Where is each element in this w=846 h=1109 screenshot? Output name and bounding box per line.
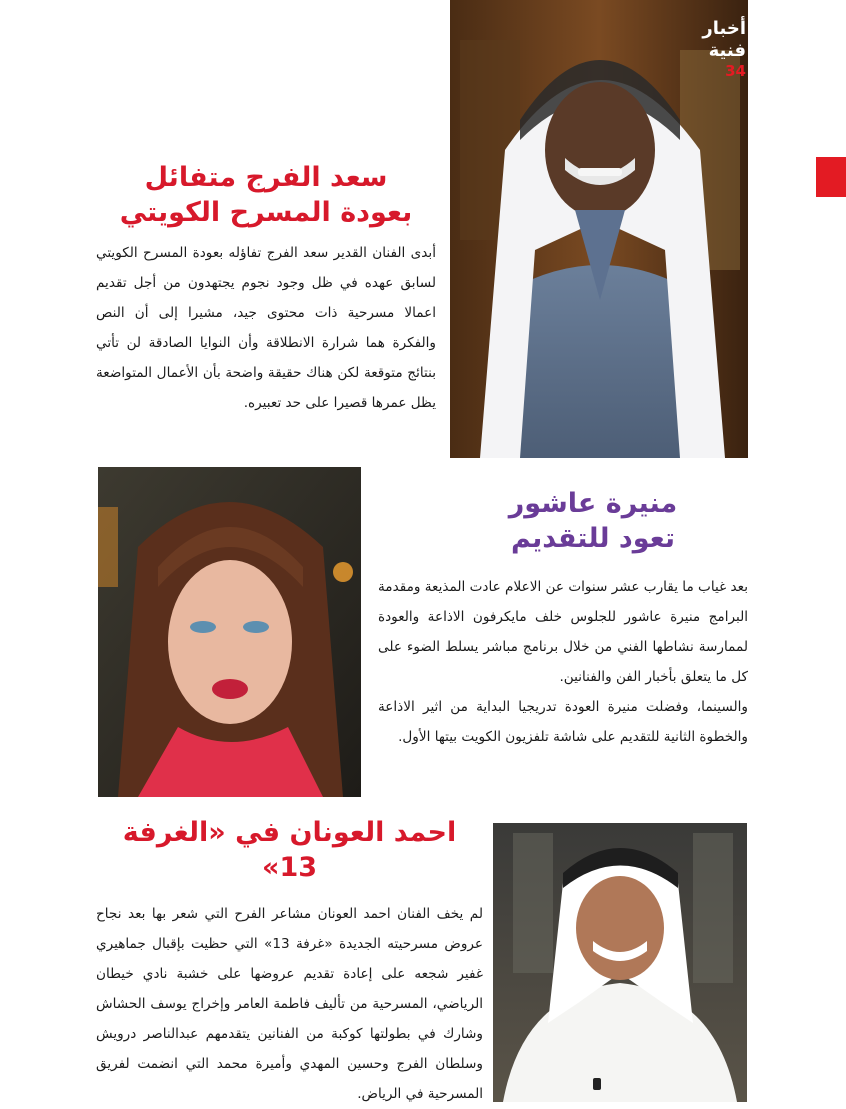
article-munira-ashour	[378, 486, 748, 752]
article1-title-line2: بعودة المسرح الكويتي	[119, 197, 413, 229]
ahmed-alawnan-photo	[493, 823, 747, 1102]
section-label: أخبار فنية	[702, 18, 746, 61]
side-marker	[816, 157, 846, 197]
article1-title-line1: سعد الفرج متفائل	[144, 162, 388, 193]
article3-title: احمد العونان في «الغرفة 13»	[122, 817, 457, 884]
article3-body: لم يخف الفنان احمد العونان مشاعر الفرح التي شعر بها بعد نجاح عروض مسرحيته الجديدة «غرفة 13» التي حظيت بإقبال جماهيري غفير شجعه على إعادة تقديم عروضها على خشبة نادي خيطان الرياضي، المسرحية من تأليف فاطمة العامر وإخراج يوسف الحشاش وشارك في بطولتها كوكبة من الفنانين يتقدمهم عبدالناصر درويش وسلطان الفرج وحسين المهدي وأميرة محمد التي انضمت لفريق المسرحية في الرياض.	[96, 906, 483, 1103]
article1-body: أبدى الفنان القدير سعد الفرج تفاؤله بعودة المسرح الكويتي لسابق عهده في ظل وجود نجوم يجتهدون من أجل تقديم اعمالا مسرحية ذات محتوى جيد، مشيرا إلى أن النص والفكرة هما شرارة الانطلاقة وأن النوايا الصادقة لن تأتي بنتائج متوقعة لكن هناك حقيقة واضحة بأن الأعمال المتواضعة يظل عمرها قصيرا على حد تعبيره.	[96, 245, 436, 412]
page-number: 34	[725, 62, 746, 80]
article2-body-p1: بعد غياب ما يقارب عشر سنوات عن الاعلام عادت المذيعة ومقدمة البرامج منيرة عاشور للجلوس خلف مايكرفون الاذاعة والعودة لممارسة نشاطها الفني من خلال برنامج مباشر يسلط الضوء على كل ما يتعلق بأخبار الفن والفنانين.	[378, 579, 748, 686]
article-ahmed-alawnan	[96, 815, 483, 1109]
article2-body-p2: والسينما، وفضلت منيرة العودة تدريجيا البداية من اثير الاذاعة والخطوة الثانية للتقديم على شاشة تلفزيون الكويت بيتها الأول.	[378, 699, 748, 746]
article2-title	[438, 486, 748, 556]
article2-title-line1: منيرة عاشور	[508, 488, 678, 519]
munira-ashour-photo	[98, 467, 361, 797]
article1-title	[96, 160, 436, 230]
article2-title-line2: تعود للتقديم	[510, 523, 676, 555]
article-saad-alfaraj	[96, 160, 436, 418]
section-header	[660, 18, 746, 80]
